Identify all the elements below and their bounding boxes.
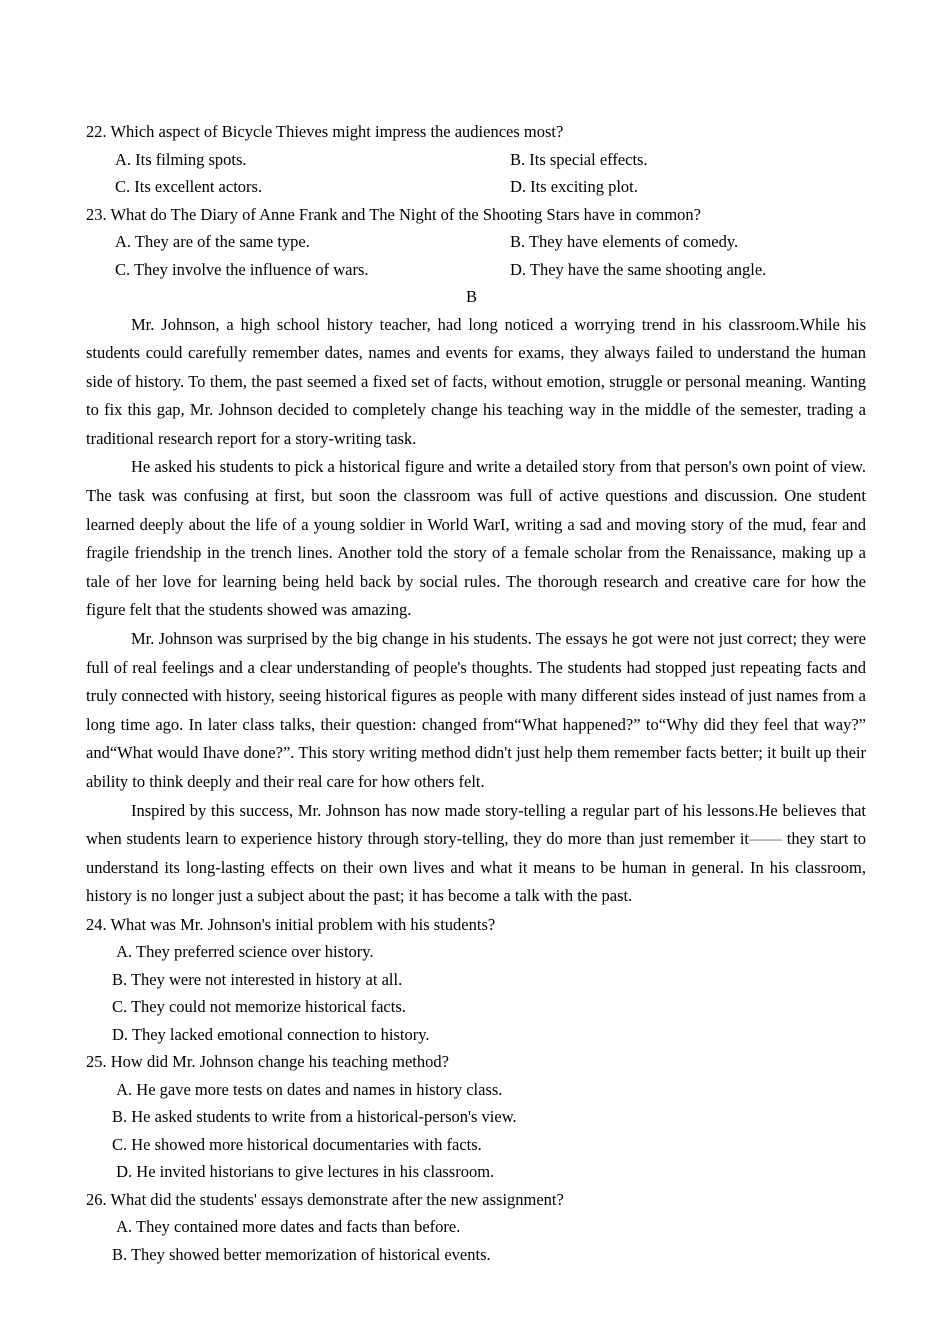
- question-22-options-row-2: [86, 173, 866, 201]
- question-block-25: [86, 1048, 866, 1186]
- question-24-option-c[interactable]: C. They could not memorize historical facts.: [112, 997, 406, 1017]
- question-25-option-c[interactable]: C. He showed more historical documentaries with facts.: [112, 1134, 482, 1154]
- question-24-option-d[interactable]: D. They lacked emotional connection to history.: [112, 1024, 430, 1044]
- reading-passage: [86, 311, 866, 911]
- passage-paragraph-4-part2: they start to understand its long-lasting effects on their own lives and what it means to be human in general. In his classroom, history is no longer just a subject about the past; it has become a talk with the past.: [86, 829, 866, 906]
- question-26-option-b[interactable]: B. They showed better memorization of historical events.: [112, 1244, 491, 1264]
- question-22-options-row-1: [86, 146, 866, 174]
- question-22-option-a[interactable]: A. Its filming spots.: [115, 149, 247, 169]
- question-23-option-a[interactable]: A. They are of the same type.: [115, 232, 310, 251]
- passage-paragraph-2: He asked his students to pick a historical figure and write a detailed story from that person's own point of view. The task was confusing at first, but soon the classroom was full of active questions and discussion. One student learned deeply about the life of a young soldier in World WarI, writing a sad and moving story of the mud, fear and fragile friendship in the trench lines. Another told the story of a female scholar from the Renaissance, making up a tale of her love for learning being held back by social rules. The thorough research and creative care for how the figure felt that the students showed was amazing.: [86, 457, 866, 620]
- question-22-stem: 22. Which aspect of Bicycle Thieves might impress the audiences most?: [86, 122, 564, 141]
- passage-paragraph-3: Mr. Johnson was surprised by the big change in his students. The essays he got were not just correct; they were full of real feelings and a clear understanding of people's thoughts. The students had stopped just repeating facts and truly connected with history, seeing historical figures as people with many different sides instead of just names from a long time ago. In later class talks, their question: changed from“What happened?” to“Why did they feel that way?” and“What would Ihave done?”. This story writing method didn't just help them remember facts better; it built up their ability to think deeply and their real care for how others felt.: [86, 629, 866, 791]
- question-26-option-a[interactable]: A. They contained more dates and facts than before.: [112, 1217, 461, 1237]
- question-23-stem: 23. What do The Diary of Anne Frank and The Night of the Shooting Stars have in common?: [86, 204, 701, 224]
- question-25-option-d[interactable]: D. He invited historians to give lectures in his classroom.: [112, 1162, 495, 1182]
- question-23-options-row-1: [86, 228, 866, 256]
- question-26-stem: 26. What did the students' essays demonstrate after the new assignment?: [86, 1189, 564, 1209]
- question-25-stem: 25. How did Mr. Johnson change his teaching method?: [86, 1052, 449, 1072]
- question-24-stem: 24. What was Mr. Johnson's initial problem with his students?: [86, 914, 496, 934]
- passage-paragraph-4-part1: Inspired by this success, Mr. Johnson has now made story-telling a regular part of his lessons.He believes that when students learn to experience history through story-telling, they do more than just remember it: [86, 800, 866, 849]
- question-24-option-a[interactable]: A. They preferred science over history.: [112, 942, 374, 962]
- question-25-option-a[interactable]: A. He gave more tests on dates and names in history class.: [112, 1079, 503, 1099]
- question-23-options-row-2: [86, 256, 866, 284]
- passage-paragraph-1: Mr. Johnson, a high school history teacher, had long noticed a worrying trend in his classroom.While his students could carefully remember dates, names and events for exams, they always failed to understand the human side of history. To them, the past seemed a fixed set of facts, without emotion, struggle or personal meaning. Wanting to fix this gap, Mr. Johnson decided to completely change his teaching way in the middle of the semester, trading a traditional research report for a story-writing task.: [86, 314, 866, 448]
- question-block-23: [86, 201, 866, 284]
- question-22-option-b[interactable]: B. Its special effects.: [510, 149, 648, 169]
- question-23-option-d[interactable]: D. They have the same shooting angle.: [510, 259, 767, 279]
- question-24-option-b[interactable]: B. They were not interested in history at all.: [112, 969, 403, 989]
- passage-paragraph-4: [86, 797, 866, 911]
- page-content: [86, 118, 866, 1268]
- question-23-option-b[interactable]: B. They have elements of comedy.: [510, 232, 739, 251]
- question-block-26: [86, 1186, 866, 1269]
- em-dash-separator: ——: [749, 829, 782, 849]
- question-25-option-b[interactable]: B. He asked students to write from a historical-person's view.: [112, 1107, 517, 1127]
- question-22-option-d[interactable]: D. Its exciting plot.: [510, 177, 638, 196]
- section-letter-b: B: [465, 287, 477, 306]
- question-block-24: [86, 911, 866, 1049]
- question-block-22: [86, 118, 866, 201]
- question-23-option-c[interactable]: C. They involve the influence of wars.: [115, 259, 369, 279]
- question-22-option-c[interactable]: C. Its excellent actors.: [115, 177, 263, 196]
